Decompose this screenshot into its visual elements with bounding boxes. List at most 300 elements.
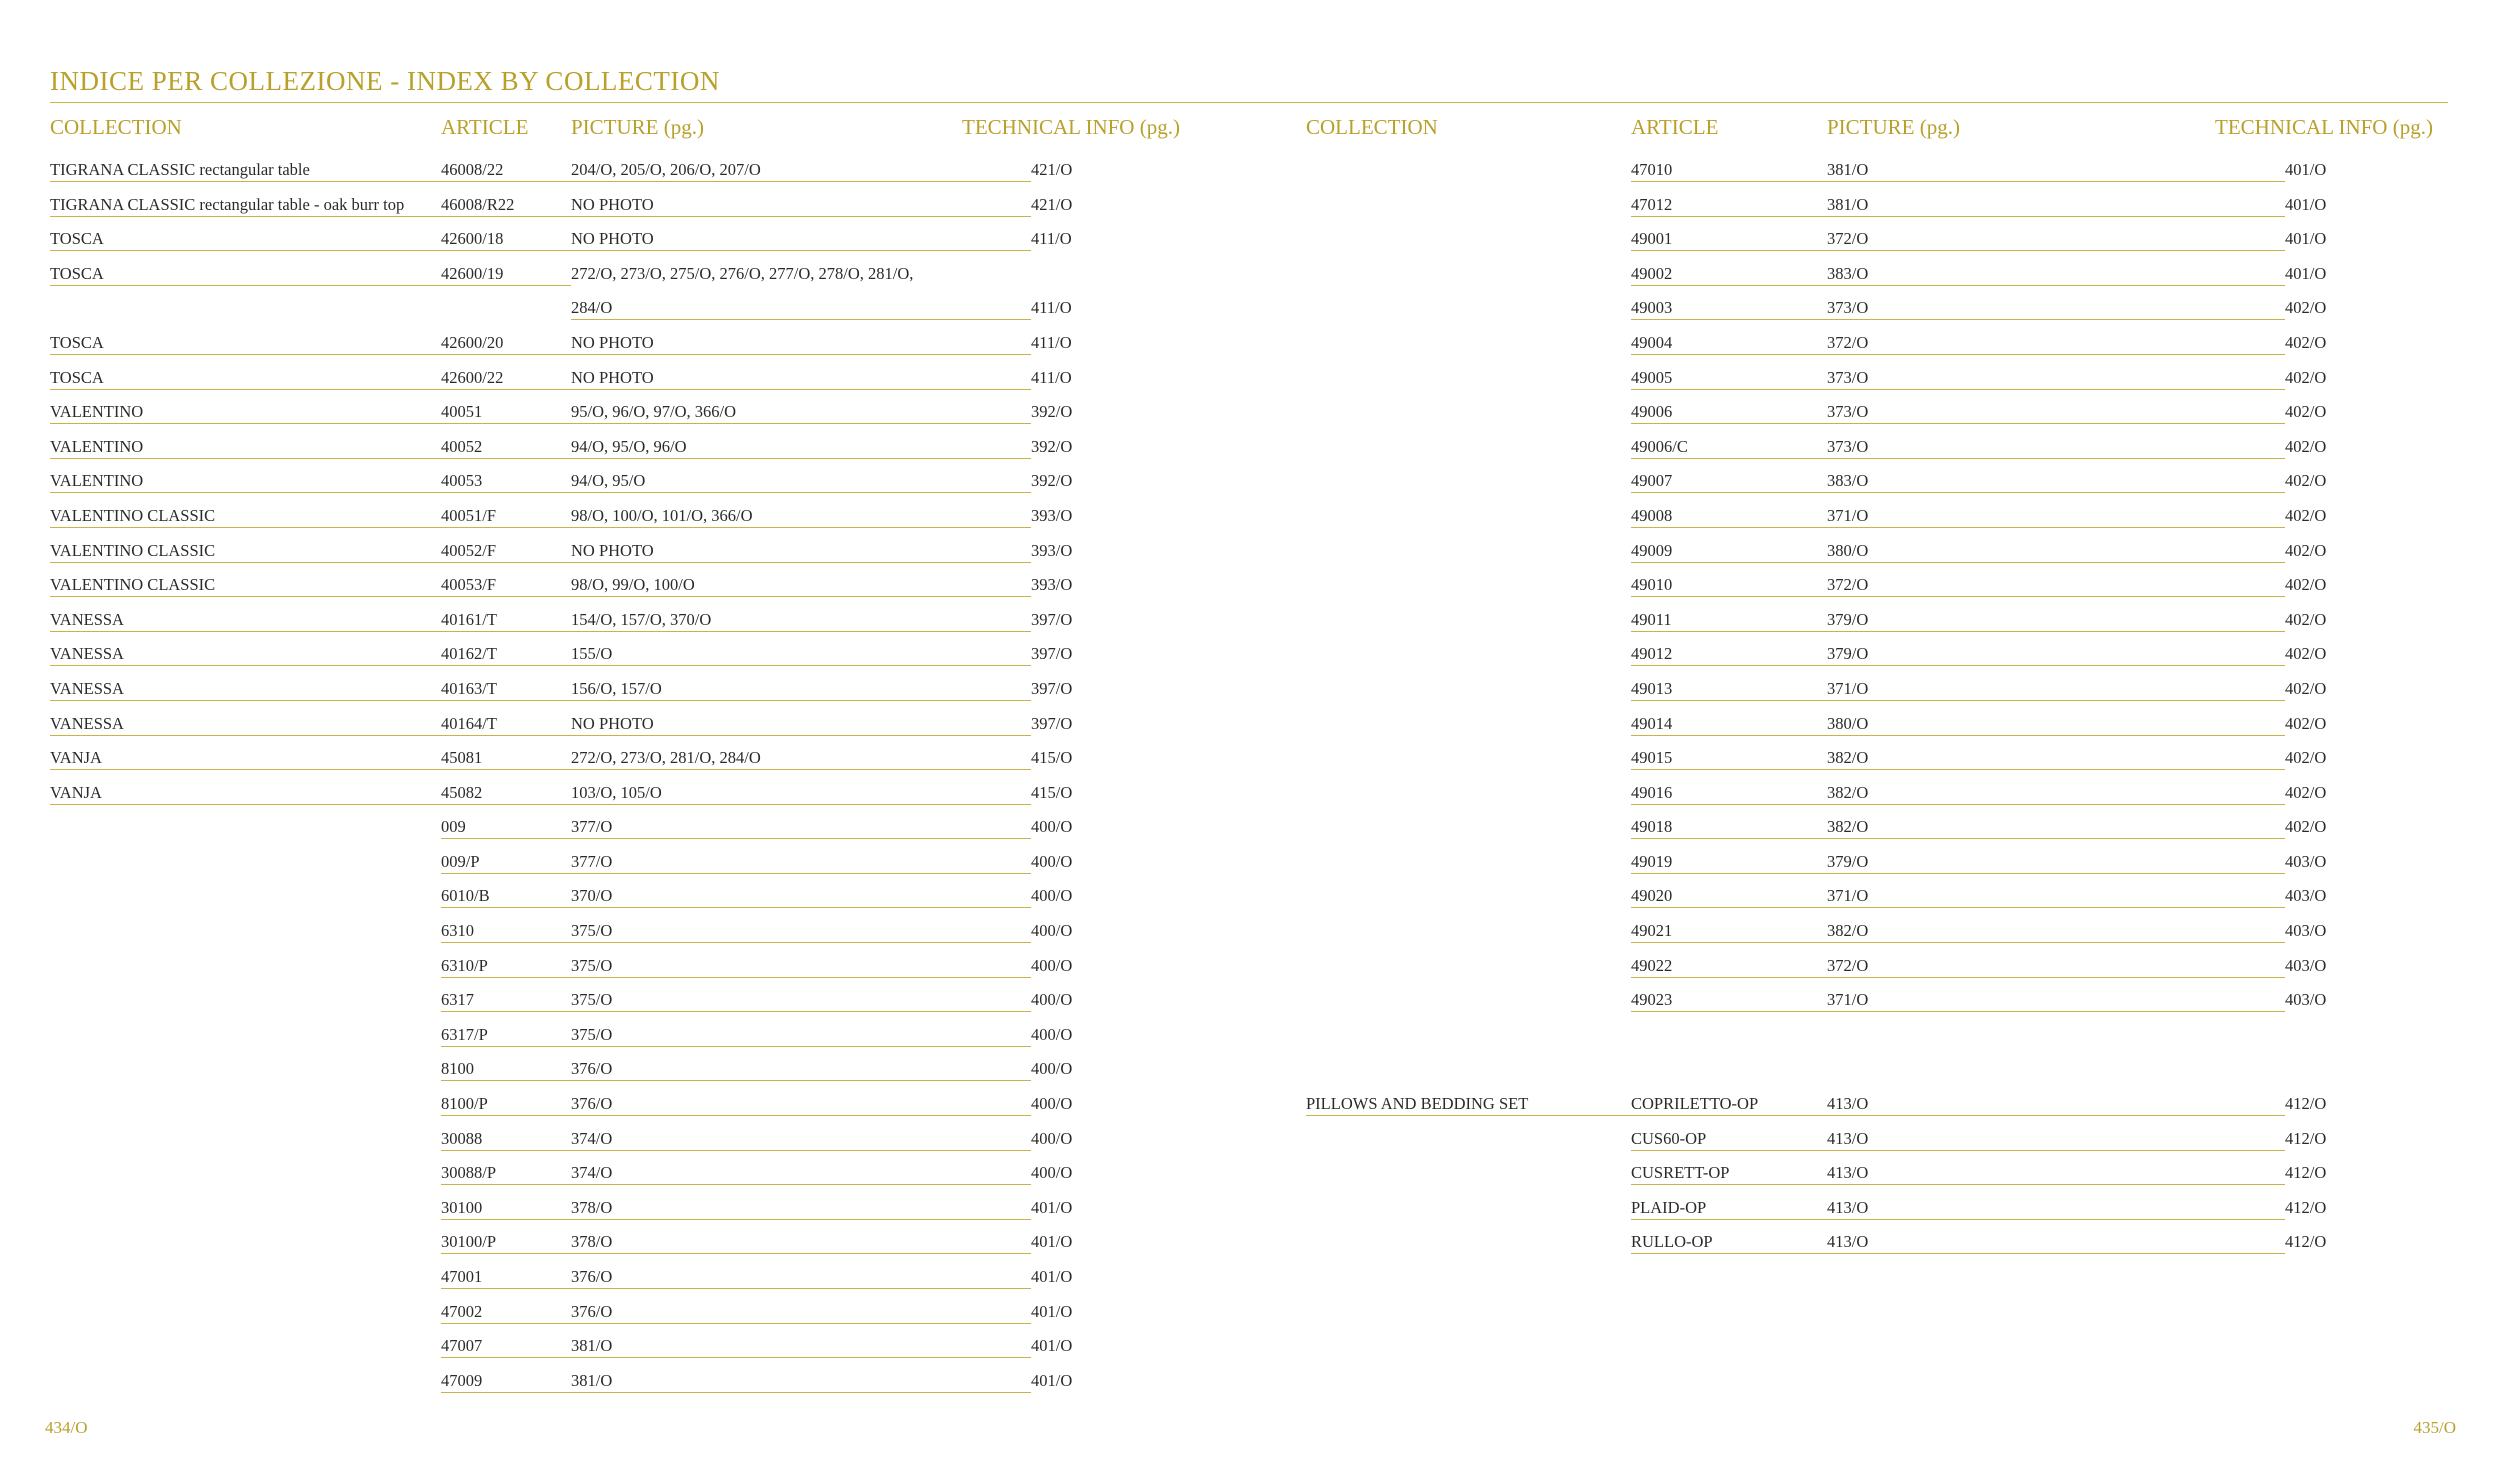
collection-cell [1306,954,1631,978]
collection-cell: VALENTINO [50,435,441,459]
article-cell: 49004 [1631,331,1827,355]
index-row [50,1020,1130,1055]
index-row [50,190,1130,225]
technical-info-cell: 392/O [1031,471,1073,491]
index-row [1306,1193,2406,1228]
technical-info-cell: 402/O [2285,609,2327,629]
collection-cell [1306,193,1631,217]
article-cell: 49022 [1631,954,1827,978]
collection-cell [50,1057,441,1081]
picture-cell: 373/O [1827,400,2285,424]
picture-cell: 371/O [1827,884,2285,908]
index-row [50,363,1130,398]
right-index-list [1306,155,2406,1262]
technical-info-cell: 402/O [2285,575,2327,595]
collection-cell [1306,781,1631,805]
technical-info-cell: 402/O [2285,332,2327,352]
article-cell: 40053/F [441,573,571,597]
article-cell: CUSRETT-OP [1631,1161,1827,1185]
collection-cell: VANESSA [50,712,441,736]
article-cell: 009/P [441,850,571,874]
technical-info-cell: 402/O [2285,402,2327,422]
picture-cell: 95/O, 96/O, 97/O, 366/O [571,400,1031,424]
index-row [50,397,1130,432]
collection-cell [50,1230,441,1254]
picture-cell: 376/O [571,1057,1031,1081]
picture-cell: 413/O [1827,1196,2285,1220]
index-row [1306,501,2406,536]
collection-cell [1306,331,1631,355]
collection-cell [1306,1023,1631,1047]
collection-cell [1306,746,1631,770]
collection-cell [1306,677,1631,701]
technical-info-cell: 403/O [2285,990,2327,1010]
article-cell: 49006 [1631,400,1827,424]
picture-cell: 373/O [1827,296,2285,320]
technical-info-cell: 397/O [1031,713,1073,733]
technical-info-cell: 400/O [1031,886,1073,906]
index-row [50,1366,1130,1401]
collection-cell [1306,988,1631,1012]
article-cell: 42600/20 [441,331,571,355]
technical-info-cell: 411/O [1031,229,1072,249]
article-cell: 40164/T [441,712,571,736]
collection-cell: VALENTINO [50,400,441,424]
article-cell: 49012 [1631,642,1827,666]
technical-info-cell: 402/O [2285,505,2327,525]
technical-info-cell: 402/O [2285,367,2327,387]
index-row [50,1331,1130,1366]
technical-info-cell: 400/O [1031,1094,1073,1114]
folio-right: 435/O [2413,1418,2456,1437]
collection-cell [1306,573,1631,597]
index-row [1306,1227,2406,1262]
picture-cell: 154/O, 157/O, 370/O [571,608,1031,632]
folio-left: 434/O [45,1418,88,1437]
picture-cell: 380/O [1827,712,2285,736]
article-cell: 49009 [1631,539,1827,563]
collection-cell [50,296,441,320]
technical-info-cell: 400/O [1031,990,1073,1010]
technical-info-cell: 402/O [2285,540,2327,560]
article-cell: 49023 [1631,988,1827,1012]
picture-cell: 379/O [1827,608,2285,632]
picture-cell: 375/O [571,1023,1031,1047]
collection-cell [50,850,441,874]
picture-cell [1827,1057,2285,1081]
technical-info-cell: 411/O [1031,367,1072,387]
article-cell: 47001 [441,1265,571,1289]
picture-cell: 370/O [571,884,1031,908]
picture-cell: 413/O [1827,1161,2285,1185]
collection-cell: VANJA [50,781,441,805]
collection-cell [50,1369,441,1393]
collection-cell [1306,1057,1631,1081]
index-row [1306,1020,2406,1055]
technical-info-cell: 401/O [1031,1232,1073,1252]
technical-info-cell: 411/O [1031,298,1072,318]
index-row [50,639,1130,674]
picture-cell: 373/O [1827,435,2285,459]
index-row [1306,743,2406,778]
index-row [50,709,1130,744]
article-cell: 40052 [441,435,571,459]
collection-cell: TOSCA [50,366,441,390]
index-row [50,259,1130,294]
article-cell: 47007 [441,1334,571,1358]
article-cell: 49020 [1631,884,1827,908]
index-row [1306,570,2406,605]
technical-info-cell: 401/O [2285,160,2327,179]
technical-info-cell: 401/O [2285,263,2327,283]
technical-info-cell: 401/O [2285,229,2327,249]
article-cell [441,296,571,320]
technical-info-cell: 402/O [2285,713,2327,733]
index-row [1306,847,2406,882]
technical-info-cell: 393/O [1031,575,1073,595]
technical-info-cell: 403/O [2285,955,2327,975]
collection-cell: TIGRANA CLASSIC rectangular table [50,158,441,182]
picture-cell: 156/O, 157/O [571,677,1031,701]
technical-info-cell: 401/O [1031,1336,1073,1356]
technical-info-cell [1031,262,1111,286]
page-title: INDICE PER COLLEZIONE - INDEX BY COLLECTION [50,66,720,96]
collection-cell [50,988,441,1012]
picture-cell: 372/O [1827,954,2285,978]
article-cell: 42600/18 [441,227,571,251]
index-row [1306,916,2406,951]
article-cell: 49010 [1631,573,1827,597]
index-row [50,1297,1130,1332]
collection-cell [1306,608,1631,632]
index-row [1306,466,2406,501]
index-row [50,466,1130,501]
index-row [1306,1089,2406,1124]
article-cell [1631,1023,1827,1047]
picture-cell: 371/O [1827,677,2285,701]
collection-cell [1306,712,1631,736]
article-cell: 49003 [1631,296,1827,320]
picture-cell: 381/O [571,1334,1031,1358]
index-row [1306,328,2406,363]
collection-cell: VANESSA [50,642,441,666]
technical-info-cell: 393/O [1031,540,1073,560]
article-cell: 49011 [1631,608,1827,632]
picture-cell: 376/O [571,1300,1031,1324]
collection-cell: VALENTINO CLASSIC [50,539,441,563]
collection-cell [1306,1127,1631,1151]
index-row [50,536,1130,571]
collection-cell [1306,1230,1631,1254]
picture-cell: 383/O [1827,469,2285,493]
collection-cell [50,1265,441,1289]
picture-cell: 375/O [571,919,1031,943]
technical-info-cell: 412/O [2285,1128,2327,1148]
collection-cell [1306,158,1631,182]
picture-cell: 376/O [571,1265,1031,1289]
index-row [50,916,1130,951]
technical-info-cell: 415/O [1031,782,1073,802]
title-divider [50,102,2448,103]
article-cell: 45082 [441,781,571,805]
collection-cell [1306,366,1631,390]
collection-cell [1306,435,1631,459]
article-cell: 40162/T [441,642,571,666]
technical-info-cell: 400/O [1031,1128,1073,1148]
collection-cell: PILLOWS AND BEDDING SET [1306,1092,1631,1116]
technical-info-cell: 392/O [1031,436,1073,456]
collection-cell [1306,642,1631,666]
picture-cell: 374/O [571,1161,1031,1185]
index-row [50,951,1130,986]
picture-cell: NO PHOTO [571,366,1031,390]
picture-cell: 375/O [571,988,1031,1012]
picture-cell: 413/O [1827,1092,2285,1116]
article-cell: 46008/22 [441,158,571,182]
index-row [1306,293,2406,328]
picture-cell: NO PHOTO [571,539,1031,563]
technical-info-cell: 421/O [1031,194,1073,214]
index-row [50,328,1130,363]
article-cell: 47002 [441,1300,571,1324]
picture-cell: 375/O [571,954,1031,978]
index-row [1306,397,2406,432]
left-header-technical: TECHNICAL INFO (pg.) [962,115,1180,139]
technical-info-cell: 401/O [1031,1267,1073,1286]
article-cell: 6310 [441,919,571,943]
technical-info-cell: 401/O [1031,1301,1073,1321]
technical-info-cell: 403/O [2285,921,2327,941]
technical-info-cell: 400/O [1031,1059,1073,1079]
collection-cell [50,1334,441,1358]
collection-cell: TIGRANA CLASSIC rectangular table - oak burr top [50,193,441,217]
picture-cell: 94/O, 95/O, 96/O [571,435,1031,459]
picture-cell [1827,1023,2285,1047]
technical-info-cell: 397/O [1031,609,1073,629]
article-cell: 49005 [1631,366,1827,390]
article-cell: 49021 [1631,919,1827,943]
article-cell: 49007 [1631,469,1827,493]
index-row [50,501,1130,536]
picture-cell: 379/O [1827,850,2285,874]
technical-info-cell: 411/O [1031,332,1072,352]
index-row [1306,190,2406,225]
picture-cell: 383/O [1827,262,2285,286]
picture-cell: 377/O [571,850,1031,874]
picture-cell: 272/O, 273/O, 281/O, 284/O [571,746,1031,770]
technical-info-cell: 412/O [2285,1232,2327,1252]
index-row [50,743,1130,778]
index-row [1306,536,2406,571]
technical-info-cell: 400/O [1031,1024,1073,1044]
picture-cell: 371/O [1827,504,2285,528]
index-row [1306,1054,2406,1089]
collection-cell [50,1196,441,1220]
index-row [1306,881,2406,916]
index-row [50,224,1130,259]
picture-cell: 381/O [571,1369,1031,1393]
technical-info-cell: 412/O [2285,1163,2327,1183]
technical-info-cell: 402/O [2285,436,2327,456]
article-cell: 49014 [1631,712,1827,736]
article-cell: RULLO-OP [1631,1230,1827,1254]
article-cell: 30088/P [441,1161,571,1185]
technical-info-cell: 402/O [2285,817,2327,837]
technical-info-cell: 393/O [1031,505,1073,525]
article-cell: 49002 [1631,262,1827,286]
article-cell: 40052/F [441,539,571,563]
article-cell: COPRILETTO-OP [1631,1092,1827,1116]
picture-cell: 382/O [1827,815,2285,839]
article-cell: 47012 [1631,193,1827,217]
technical-info-cell: 397/O [1031,644,1073,664]
index-row [1306,363,2406,398]
index-row [1306,1158,2406,1193]
collection-cell: TOSCA [50,331,441,355]
article-cell: 009 [441,815,571,839]
article-cell: CUS60-OP [1631,1127,1827,1151]
picture-cell: 382/O [1827,919,2285,943]
collection-cell [50,919,441,943]
picture-cell: NO PHOTO [571,331,1031,355]
article-cell: 49015 [1631,746,1827,770]
collection-cell: VALENTINO [50,469,441,493]
article-cell: 40163/T [441,677,571,701]
article-cell: 49001 [1631,227,1827,251]
collection-cell: VANJA [50,746,441,770]
technical-info-cell: 401/O [1031,1370,1073,1390]
index-row [1306,224,2406,259]
index-row [1306,709,2406,744]
article-cell: 8100 [441,1057,571,1081]
index-row [50,432,1130,467]
index-row [50,1089,1130,1124]
collection-cell [1306,884,1631,908]
index-row [1306,674,2406,709]
article-cell [1631,1057,1827,1081]
left-header-article: ARTICLE [441,115,529,139]
index-row [1306,155,2406,190]
index-row [50,293,1130,328]
picture-cell: 377/O [571,815,1031,839]
collection-cell [50,1161,441,1185]
picture-cell: 155/O [571,642,1031,666]
technical-info-cell: 400/O [1031,851,1073,871]
technical-info-cell: 400/O [1031,955,1073,975]
index-row [50,1054,1130,1089]
picture-cell: 413/O [1827,1127,2285,1151]
article-cell: 42600/19 [441,262,571,286]
collection-cell [50,1092,441,1116]
article-cell: 49006/C [1631,435,1827,459]
collection-cell [1306,1161,1631,1185]
picture-cell: 374/O [571,1127,1031,1151]
collection-cell: TOSCA [50,227,441,251]
article-cell: 30088 [441,1127,571,1151]
index-row [50,1227,1130,1262]
collection-cell: VANESSA [50,608,441,632]
picture-cell: 371/O [1827,988,2285,1012]
article-cell: 47009 [441,1369,571,1393]
index-row [1306,259,2406,294]
article-cell: 6010/B [441,884,571,908]
index-row [1306,812,2406,847]
collection-cell [1306,262,1631,286]
collection-cell: TOSCA [50,262,441,286]
collection-cell [50,1300,441,1324]
collection-cell [50,1127,441,1151]
technical-info-cell: 402/O [2285,678,2327,698]
right-header-collection: COLLECTION [1306,115,1438,139]
picture-cell: 382/O [1827,781,2285,805]
article-cell: 49008 [1631,504,1827,528]
collection-cell [1306,1196,1631,1220]
picture-cell: 378/O [571,1230,1031,1254]
technical-info-cell: 402/O [2285,782,2327,802]
collection-cell [1306,919,1631,943]
left-index-list [50,155,1130,1400]
right-header-article: ARTICLE [1631,115,1719,139]
article-cell: 40051/F [441,504,571,528]
picture-cell: NO PHOTO [571,712,1031,736]
article-cell: 45081 [441,746,571,770]
index-row [50,1124,1130,1159]
article-cell: 40053 [441,469,571,493]
technical-info-cell: 402/O [2285,748,2327,768]
index-row [1306,985,2406,1020]
index-row [50,847,1130,882]
picture-cell: 98/O, 100/O, 101/O, 366/O [571,504,1031,528]
index-row [50,812,1130,847]
technical-info-cell: 392/O [1031,402,1073,422]
index-row [1306,1124,2406,1159]
picture-cell: 378/O [571,1196,1031,1220]
picture-cell: 382/O [1827,746,2285,770]
picture-cell: 413/O [1827,1230,2285,1254]
index-row [1306,432,2406,467]
technical-info-cell: 400/O [1031,817,1073,837]
article-cell: 49018 [1631,815,1827,839]
picture-cell: 381/O [1827,193,2285,217]
technical-info-cell: 403/O [2285,886,2327,906]
picture-cell: 372/O [1827,573,2285,597]
collection-cell [50,815,441,839]
collection-cell [1306,227,1631,251]
right-header-picture: PICTURE (pg.) [1827,115,1960,139]
index-row [50,605,1130,640]
technical-info-cell: 412/O [2285,1094,2327,1114]
article-cell: 49016 [1631,781,1827,805]
collection-cell [50,954,441,978]
article-cell: 49013 [1631,677,1827,701]
index-row [50,1262,1130,1297]
index-row [1306,639,2406,674]
collection-cell [1306,296,1631,320]
index-row [1306,778,2406,813]
picture-cell: 94/O, 95/O [571,469,1031,493]
collection-cell [1306,400,1631,424]
collection-cell [1306,850,1631,874]
collection-cell [1306,539,1631,563]
technical-info-cell: 403/O [2285,851,2327,871]
technical-info-cell: 401/O [2285,194,2327,214]
picture-cell: 372/O [1827,331,2285,355]
index-row [50,1193,1130,1228]
index-row [1306,951,2406,986]
collection-cell [1306,815,1631,839]
index-row [50,155,1130,190]
technical-info-cell: 412/O [2285,1197,2327,1217]
